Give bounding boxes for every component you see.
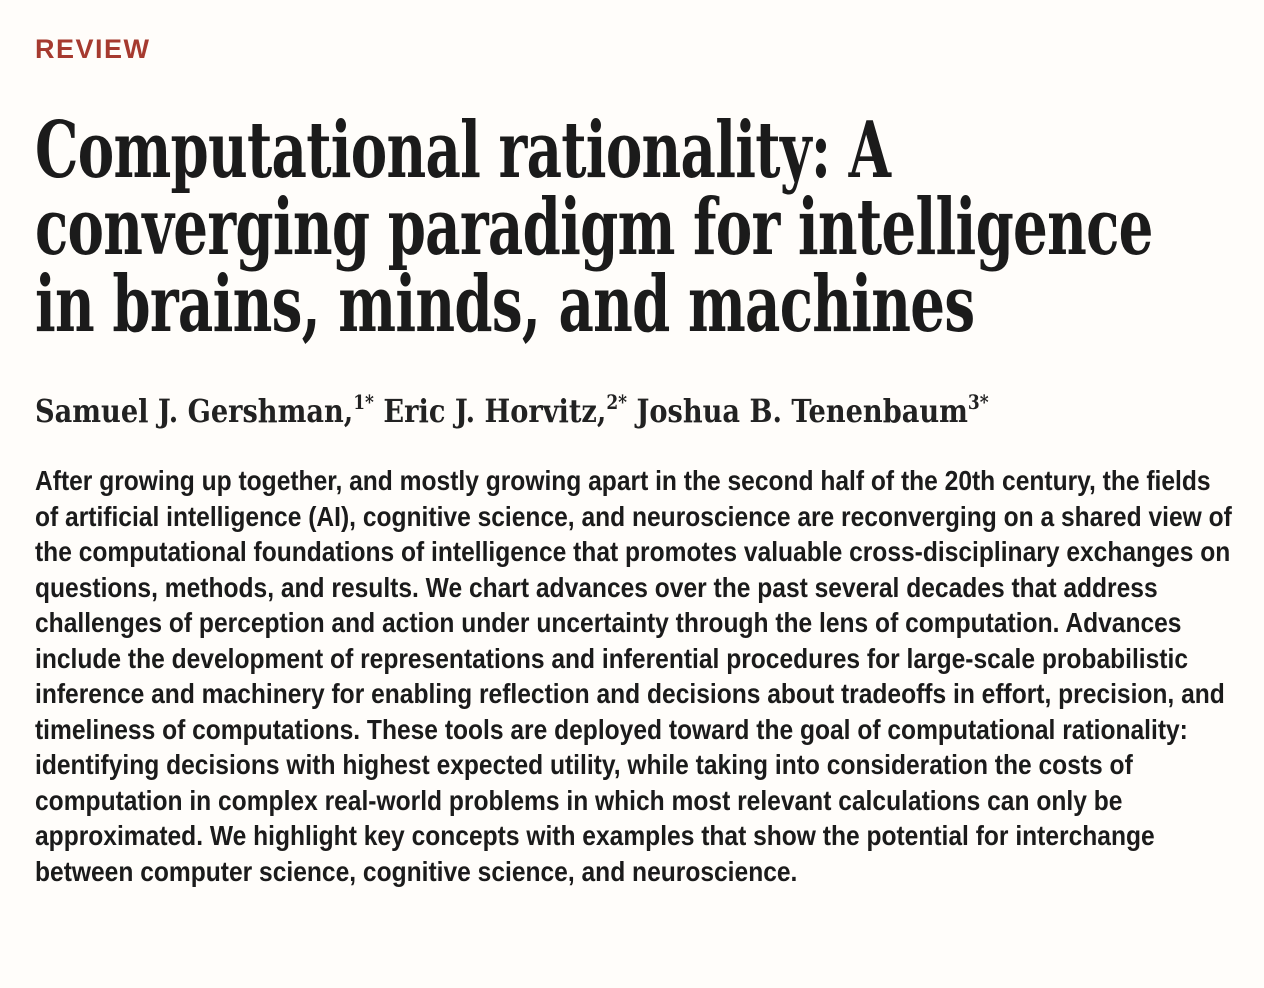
author-line bbox=[35, 390, 1080, 430]
article-title bbox=[35, 105, 1264, 350]
abstract-text: After growing up together, and mostly growing apart in the second half of the 20th century, the fields of artificial intelligence (AI), cognitive science, and neuroscience are reconverging on a shared view of the computational foundations of intelligence that promotes valuable cross-disciplinary exchanges on questions, methods, and results. We chart advances over the past several decades that address challenges of perception and action under uncertainty through the lens of computation. Advances include the development of representations and inferential procedures for large-scale probabilistic inference and machinery for enabling reflection and decisions about tradeoffs in effort, precision, and timeliness of computations. These tools are deployed toward the goal of computational rationality: identifying decisions with highest expected utility, while taking into consideration the costs of computation in complex real-world problems in which most relevant calculations can only be approximated. We highlight key concepts with examples that show the potential for interchange between computer science, cognitive science, and neuroscience. bbox=[35, 465, 1232, 887]
author-2-affiliation-mark: 2* bbox=[606, 390, 628, 414]
author-2-name: Eric J. Horvitz, bbox=[373, 392, 607, 430]
author-1 bbox=[35, 392, 374, 430]
article-title-line-2: converging paradigm for intelligence bbox=[35, 182, 1153, 273]
article-title-line-3: in brains, minds, and machines bbox=[35, 259, 975, 350]
author-3 bbox=[627, 392, 989, 430]
section-kicker: REVIEW bbox=[35, 34, 151, 64]
author-2 bbox=[374, 392, 627, 430]
author-1-affiliation-mark: 1* bbox=[353, 390, 374, 414]
author-3-affiliation-mark: 3* bbox=[967, 390, 989, 414]
author-1-name: Samuel J. Gershman, bbox=[35, 392, 354, 430]
article-title-line-1: Computational rationality: A bbox=[35, 105, 891, 196]
author-3-name: Joshua B. Tenenbaum bbox=[627, 392, 968, 430]
